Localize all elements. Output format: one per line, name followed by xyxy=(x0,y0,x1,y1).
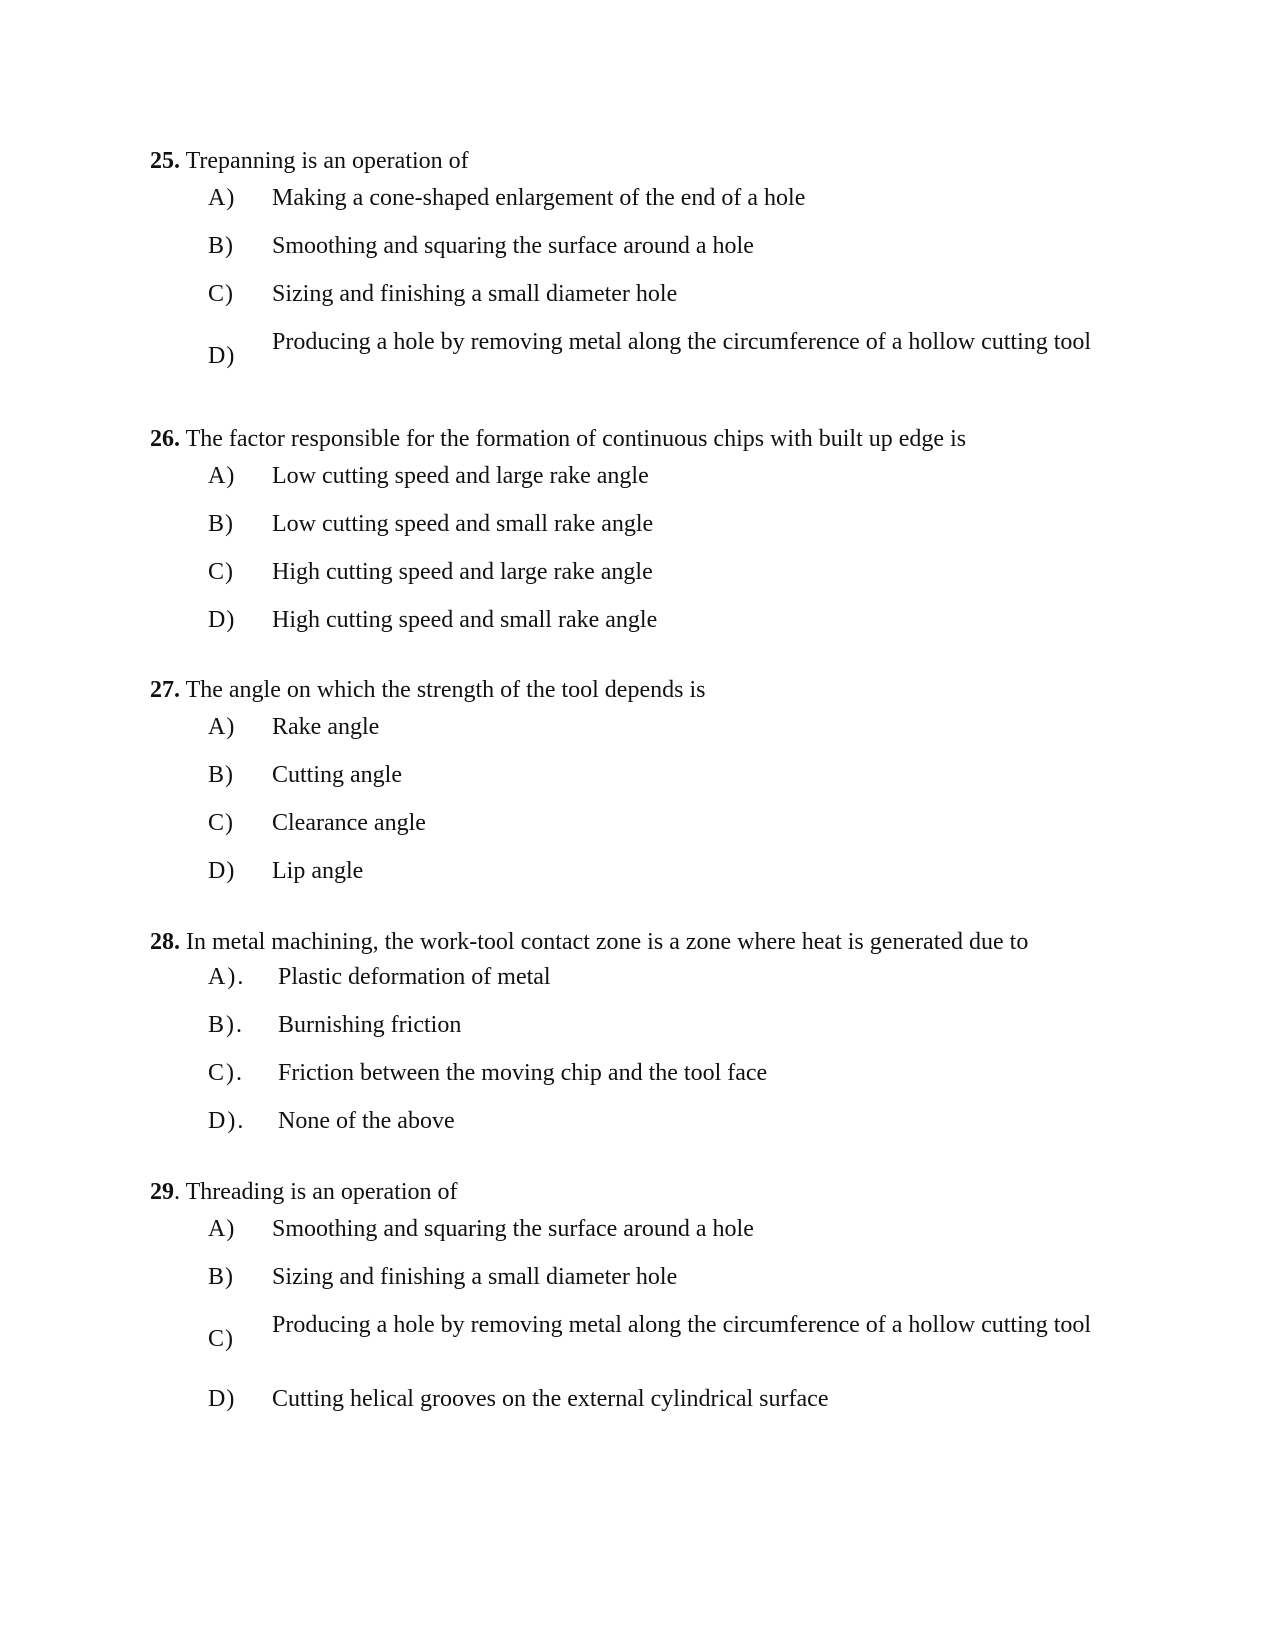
option-letter: C) xyxy=(208,559,234,585)
option-text: Cutting angle xyxy=(272,762,402,788)
question-number: 25. xyxy=(150,148,180,174)
question-number: 26. xyxy=(150,426,180,452)
option-letter: D) xyxy=(208,858,236,884)
option-text: High cutting speed and small rake angle xyxy=(272,607,658,633)
option-letter: B) xyxy=(208,762,234,788)
option-text: Lip angle xyxy=(272,858,364,884)
option-letter: D) xyxy=(208,607,236,633)
option-letter: D). xyxy=(208,1108,246,1134)
question-stem xyxy=(150,424,1130,454)
option-letter: A). xyxy=(208,964,246,990)
option-text: Producing a hole by removing metal along the circumference of a hollow cutting tool xyxy=(272,329,1092,355)
option-text: Rake angle xyxy=(272,714,380,740)
question-text: The factor responsible for the formation of continuous chips with built up edge is xyxy=(185,426,967,452)
option-letter: B) xyxy=(208,1264,234,1290)
question-stem xyxy=(150,927,1130,957)
option-text: Producing a hole by removing metal along the circumference of a hollow cutting tool xyxy=(272,1312,1092,1338)
option-letter: D) xyxy=(208,343,236,369)
question-text: . Threading is an operation of xyxy=(174,1179,458,1205)
question-number: 28. xyxy=(150,929,180,955)
question-stem xyxy=(150,146,1130,176)
option-letter: D) xyxy=(208,1386,236,1412)
option-letter: C) xyxy=(208,1326,234,1352)
question-stem xyxy=(150,675,1130,705)
option-text: None of the above xyxy=(278,1108,455,1134)
question-number: 27. xyxy=(150,677,180,703)
option-text: Plastic deformation of metal xyxy=(278,964,551,990)
option-text: Making a cone-shaped enlargement of the end of a hole xyxy=(272,185,806,211)
question-29 xyxy=(150,1177,1130,1412)
option-letter: A) xyxy=(208,463,236,489)
option-letter: B) xyxy=(208,233,234,259)
option-text: Clearance angle xyxy=(272,810,426,836)
option-text: Low cutting speed and small rake angle xyxy=(272,511,654,537)
option-text: Sizing and finishing a small diameter hole xyxy=(272,281,678,307)
option-letter: C). xyxy=(208,1060,244,1086)
option-letter: A) xyxy=(208,1216,236,1242)
question-26 xyxy=(150,424,1130,633)
option-text: Cutting helical grooves on the external cylindrical surface xyxy=(272,1386,829,1412)
option-text: High cutting speed and large rake angle xyxy=(272,559,653,585)
question-text: The angle on which the strength of the tool depends is xyxy=(185,677,706,703)
option-text: Low cutting speed and large rake angle xyxy=(272,463,649,489)
question-text: In metal machining, the work-tool contact zone is a zone where heat is generated due to xyxy=(186,929,1029,955)
option-letter: A) xyxy=(208,714,236,740)
option-text: Smoothing and squaring the surface around a hole xyxy=(272,233,754,259)
option-letter: C) xyxy=(208,810,234,836)
option-letter: B) xyxy=(208,511,234,537)
question-number: 29 xyxy=(150,1179,174,1205)
option-letter: C) xyxy=(208,281,234,307)
question-text: Trepanning is an operation of xyxy=(185,148,469,174)
option-text: Burnishing friction xyxy=(278,1012,462,1038)
option-letter: A) xyxy=(208,185,236,211)
option-text: Sizing and finishing a small diameter hole xyxy=(272,1264,678,1290)
question-28 xyxy=(150,927,1130,1134)
question-25 xyxy=(150,146,1130,369)
option-text: Friction between the moving chip and the tool face xyxy=(278,1060,768,1086)
question-27 xyxy=(150,675,1130,884)
option-text: Smoothing and squaring the surface around a hole xyxy=(272,1216,754,1242)
question-stem xyxy=(150,1177,1130,1207)
option-letter: B). xyxy=(208,1012,244,1038)
